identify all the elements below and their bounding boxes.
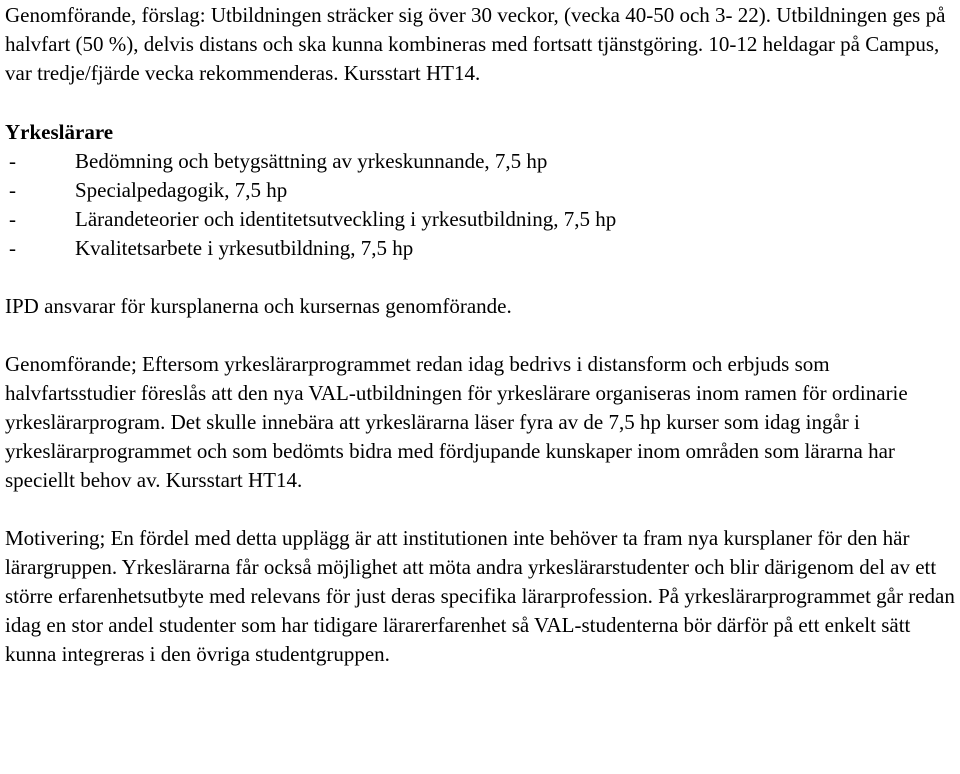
genomforande-paragraph: Genomförande; Eftersom yrkeslärarprogrammet redan idag bedrivs i distansform och erbjuds som halvfartsstudier föreslås att den nya VAL-utbildningen för yrkeslärare organiseras inom ramen för ordinarie yrkeslärarprogram. Det skulle innebära att yrkeslärarna läser fyra av de 7,5 hp kurser som idag ingår i yrkeslärarprogrammet och som bedömts bidra med fördjupande kunskaper inom områden som lärarna har speciellt behov av. Kursstart HT14. — [5, 352, 908, 492]
list-bullet: - — [9, 236, 16, 260]
course-name: Bedömning och betygsättning av yrkeskunnande, 7,5 hp — [75, 149, 548, 173]
list-item — [5, 176, 957, 205]
list-bullet: - — [9, 207, 16, 231]
intro-paragraph: Genomförande, förslag: Utbildningen sträcker sig över 30 veckor, (vecka 40-50 och 3- 22). Utbildningen ges på halvfart (50 %), delvis distans och ska kunna kombineras med fortsatt tjänstgöring. 10-12 heldagar på Campus, var tredje/fjärde vecka rekommenderas. Kursstart HT14. — [5, 3, 946, 85]
list-item — [5, 147, 957, 176]
document-page — [5, 0, 957, 669]
motivering-paragraph: Motivering; En fördel med detta upplägg är att institutionen inte behöver ta fram nya kursplaner för den här lärargruppen. Yrkeslärarna får också möjlighet att möta andra yrkeslärarstudenter och blir därigenom del av ett större erfarenhetsutbyte med relevans för just deras specifika lärarprofession. På yrkeslärarprogrammet går redan idag en stor andel studenter som har tidigare lärarerfarenhet så VAL-studenterna bör därför på ett enkelt sätt kunna integreras i den övriga studentgruppen. — [5, 526, 955, 666]
course-name: Lärandeteorier och identitetsutveckling i yrkesutbildning, 7,5 hp — [75, 207, 617, 231]
course-list — [5, 147, 957, 263]
section-heading-yrkeslarare: Yrkeslärare — [5, 120, 114, 144]
list-bullet: - — [9, 178, 16, 202]
course-name: Kvalitetsarbete i yrkesutbildning, 7,5 hp — [75, 236, 414, 260]
list-item — [5, 234, 957, 263]
list-item — [5, 205, 957, 234]
course-name: Specialpedagogik, 7,5 hp — [75, 178, 288, 202]
ipd-paragraph: IPD ansvarar för kursplanerna och kursernas genomförande. — [5, 294, 512, 318]
list-bullet: - — [9, 149, 16, 173]
